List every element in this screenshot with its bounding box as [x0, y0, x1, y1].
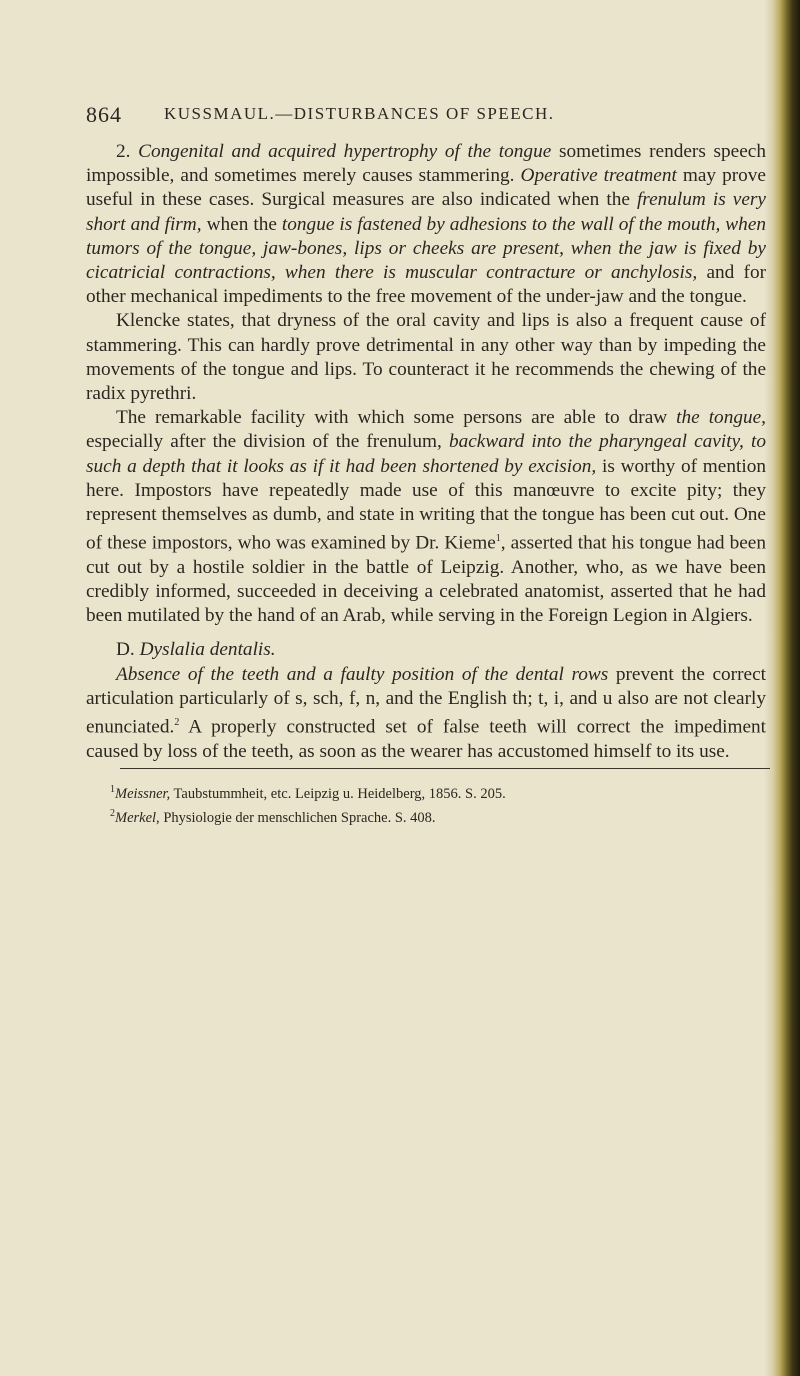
section-heading-dyslalia-dentalis	[86, 638, 766, 662]
italic-run: Congenital and acquired hypertrophy of the tongue	[138, 141, 552, 162]
footnote-text: Taubstummheit, etc. Leipzig u. Heidelberg, 1856. S. 205.	[170, 785, 506, 802]
italic-run: Absence of the teeth and a faulty position of the dental rows	[116, 663, 609, 685]
text-run: is worthy of mention here. Impostors have repeatedly made use of this manœuvre to excite pity; they represent themselves as dumb, and state in writing that the tongue has been cut out. One of these impostors, who was examined by Dr. Kieme	[86, 455, 766, 554]
paragraph-hypertrophy	[86, 140, 766, 309]
text-run: may prove useful in these cases. Surgical measures are also indicated when the	[86, 165, 766, 211]
text-run: The remarkable facility with which some persons are able to draw	[116, 407, 677, 429]
page-number: 864	[86, 102, 122, 127]
text-run: A properly constructed set of false teeth will correct the impediment caused by loss of the teeth, as soon as the wearer has accustomed himself to its use.	[86, 716, 766, 762]
footnote-text: Physiologie der menschlichen Sprache. S. 408.	[159, 809, 436, 826]
running-title: KUSSMAUL.—DISTURBANCES OF SPEECH.	[164, 104, 555, 123]
text-run: prevent the correct articulation particularly of s, sch, f, n, and the English th; t, i, and u also are not clearly enunciated.	[86, 663, 766, 738]
page-header	[86, 102, 726, 132]
italic-run: frenulum is very short and firm,	[86, 189, 766, 235]
footnote-rule	[120, 768, 770, 769]
text-run: when the	[201, 213, 282, 235]
italic-run: Operative treatment	[520, 165, 677, 187]
footnote	[110, 780, 760, 804]
section-title: Dyslalia dentalis.	[139, 639, 276, 661]
text-run: especially after the division of the frenulum,	[86, 431, 449, 453]
body-text	[86, 140, 766, 764]
text-run: , asserted that his tongue had been cut out by a hostile soldier in the battle of Leipzig. Another, who, as we have been credibly informed, succeeded in deceiving a celebrated anatomist, asserted that he had been mutilated by the hand of an Arab, while serving in the Foreign Legion in Algiers.	[86, 532, 766, 627]
page-edge-shadow	[764, 0, 800, 1376]
paragraph-impostors	[86, 406, 766, 628]
paragraph-teeth	[86, 663, 766, 764]
text-run: and for other mechanical impediments to the free movement of the under-jaw and the tongue.	[86, 262, 766, 308]
footnote-author: Merkel,	[115, 809, 160, 826]
italic-run: tongue is fastened by adhesions to the wall of the mouth, when tumors of the tongue, jaw-bones, lips or cheeks are present, when the jaw is fixed by cicatricial contractions, when there is muscular contracture or anchylosis,	[86, 213, 767, 284]
footnote-author: Meissner,	[115, 785, 171, 802]
italic-run: backward into the pharyngeal cavity, to such a depth that it looks as if it had been shortened by excision,	[86, 431, 766, 477]
italic-run: the tongue,	[676, 407, 766, 429]
text-run: sometimes renders speech impossible, and sometimes merely causes stammering.	[86, 141, 766, 187]
footnote-mark: 1	[110, 784, 115, 795]
footnote-ref: 1	[495, 533, 501, 545]
footnote-mark: 2	[110, 807, 115, 819]
paragraph-klencke: Klencke states, that dryness of the oral cavity and lips is also a frequent cause of stammering. This can hardly prove detrimental in any other way than by impeding the movements of the tongue and lips. To counteract it he recommends the chewing of the radix pyrethri.	[86, 310, 766, 405]
footnotes	[110, 780, 760, 828]
footnote	[110, 804, 760, 828]
footnote-ref: 2	[174, 717, 180, 729]
text-run: 2.	[116, 141, 139, 162]
section-label: D.	[116, 639, 140, 661]
